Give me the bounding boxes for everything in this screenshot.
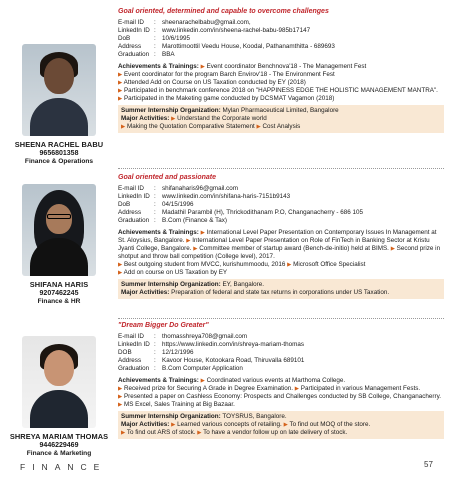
footer-section-title: FINANCE [20, 462, 107, 472]
bullet-icon: ▶ [200, 63, 205, 70]
bullet-icon: ▶ [118, 79, 123, 86]
bullet-icon: ▶ [200, 229, 205, 236]
section-divider [118, 168, 444, 169]
contact-fields: E-mail ID : shifanaharis96@gmail.com LinkedIn ID : www.linkedin.com/in/shifana-haris-7151b9143 DoB : 04/15/1996 Address : Madathil Parambil (H), Thrickodithanam P.O, Changanacherry - 686 105 Graduation : B.Com (Finance & Tax) [118, 185, 444, 225]
field-label: Graduation [118, 51, 150, 59]
student-phone: 9446229469 [39, 442, 79, 449]
email-value: shifanaharis96@gmail.com [162, 185, 239, 193]
section-divider [118, 318, 444, 319]
bullet-icon: ▶ [118, 71, 123, 78]
bullet-icon: ▶ [118, 385, 123, 392]
address-value: Kavoor House, Kotookara Road, Thiruvalla 689101 [162, 357, 305, 365]
field-label: E-mail ID [118, 185, 144, 193]
bullet-icon: ▶ [256, 124, 261, 131]
student-name: SHIFANA HARIS [29, 280, 89, 289]
profile-details [118, 322, 444, 439]
email-value: sheenarachelbabu@gmail.com, [162, 19, 251, 27]
bullet-icon: ▶ [294, 385, 300, 392]
bullet-icon: ▶ [390, 245, 395, 252]
bullet-icon: ▶ [118, 270, 123, 277]
field-label: Graduation [118, 217, 150, 225]
bullet-icon: ▶ [118, 401, 123, 408]
student-department: Finance & HR [37, 298, 81, 305]
bullet-icon: ▶ [118, 393, 123, 400]
bullet-icon: ▶ [197, 430, 202, 437]
profile-photo [22, 44, 96, 136]
field-label: Address [118, 43, 142, 51]
internship-box: Summer Internship Organization: TOYSRUS, Bangalore. Major Activities: ▶ Learned various concepts of retailing. ▶ To find out MOQ of the store. ▶ To find out ARS of stock. ▶ To have a vendor follow up on late delivery of stock. [118, 411, 444, 439]
field-label: Graduation [118, 365, 150, 373]
student-phone: 9207462245 [39, 290, 79, 297]
internship-org: TOYSRUS, Bangalore. [222, 412, 287, 420]
profile-identity [0, 184, 118, 305]
major-activity: Preparation of federal and state tax returns in corporations under US Taxation. [171, 289, 390, 297]
bullet-icon: ▶ [186, 237, 191, 244]
field-label: E-mail ID [118, 333, 144, 341]
field-label: LinkedIn ID [118, 341, 150, 349]
bullet-icon: ▶ [171, 422, 176, 429]
profile-photo [22, 336, 96, 428]
page-number: 57 [424, 460, 433, 469]
profile-details [118, 8, 444, 133]
bullet-icon: ▶ [121, 430, 126, 437]
student-name: SHREYA MARIAM THOMAS [9, 432, 109, 441]
graduation-value: BBA [162, 51, 175, 59]
dob-value: 12/12/1996 [162, 349, 194, 357]
bullet-icon: ▶ [118, 261, 123, 268]
contact-fields: E-mail ID : thomasshreya708@gmail.com LinkedIn ID : https://www.linkedin.com/in/shreya-mariam-thomas DOB : 12/12/1996 Address : Kavoor House, Kotookara Road, Thiruvalla 689101 Graduation : B.Com Computer Application [118, 333, 444, 373]
linkedin-value: https://www.linkedin.com/in/shreya-mariam-thomas [162, 341, 305, 349]
internship-box: Summer Internship Organization: Mylan Pharmaceutical Limited, Bangalore Major Activities: ▶ Understand the Corporate world ▶ Making the Quotation Comparative Statement ▶ Cost Analysis [118, 105, 444, 133]
profile-tagline: Goal oriented and passionate [118, 174, 217, 181]
dob-value: 10/6/1995 [162, 35, 191, 43]
achievements: Achievements & Trainings: ▶ Coordinated various events at Marthoma College. ▶ Received prize for Securing A Grade in Degree Examination. ▶ Participated in various Management Fests. ▶ Presented a paper on Cashless Economy: Prospects and Challenges conducted by SB College, Changanacherry. ▶ MS Excel, Sales Training at Big Bazaar. [118, 376, 441, 408]
profile-photo [22, 184, 96, 276]
email-value: thomasshreya708@gmail.com [162, 333, 248, 341]
student-department: Finance & Marketing [26, 450, 92, 457]
field-label: Address [118, 209, 142, 217]
student-phone: 9656801358 [39, 150, 79, 157]
graduation-value: B.Com (Finance & Tax) [162, 217, 227, 225]
bullet-icon: ▶ [171, 116, 176, 123]
linkedin-value: www.linkedin.com/in/sheena-rachel-babu-985b17147 [162, 27, 311, 35]
address-value: Marottimoottil Veedu House, Koodal, Pathanamthitta - 689693 [162, 43, 335, 51]
achievements: Achievements & Trainings: ▶ International Level Paper Presentation on Contemporary Issues In Management at St. Aloysius, Bangalore. ▶ International Level Paper Presentation on Role of FinTech in Banking Sector at Kristu Jyanti College, Bangalore. ▶ Committee member of startup award (Bench-de-initio) held at BIMS. ▶ Second prize in shotput and throw ball competition (College level), 2017. ▶ Best outgoing student from MVCC, kurishummoodu, 2016 ▶ Microsoft Office Specialist ▶ Add on course on US Taxation by EY [118, 228, 441, 277]
profile-identity [0, 44, 118, 165]
profile-identity [0, 336, 118, 457]
bullet-icon: ▶ [287, 261, 292, 268]
field-label: DOB [118, 349, 132, 357]
bullet-icon: ▶ [121, 124, 126, 131]
profile-tagline: "Dream Bigger Do Greater" [118, 322, 209, 329]
profile-details [118, 174, 444, 299]
field-label: E-mail ID [118, 19, 144, 27]
bullet-icon: ▶ [118, 95, 123, 102]
contact-fields: E-mail ID : sheenarachelbabu@gmail.com, LinkedIn ID : www.linkedin.com/in/sheena-rachel-babu-985b17147 DoB : 10/6/1995 Address : Marottimoottil Veedu House, Koodal, Pathanamthitta - 689693 Graduation : BBA [118, 19, 444, 59]
field-label: LinkedIn ID [118, 193, 150, 201]
field-label: DoB [118, 35, 131, 43]
internship-box: Summer Internship Organization: EY, Bangalore. Major Activities: Preparation of federal and state tax returns in corporations under US Taxation. [118, 279, 444, 299]
achievements: Achievements & Trainings: ▶ Event coordinator Benchnova'18 - The Management Fest ▶ Event coordinator for the program Barch Envirov'18 - The Environment Fest ▶ Attended Add on Course on US Taxation conducted by EY (2018) ▶ Participated in benchmark conference 2018 on "HAPPINESS EDGE THE HOLISTIC MANAGEMENT MANTRA". ▶ Participated in the Maketing game conducted by DCSMAT Vagamon (2018) [118, 62, 438, 102]
bullet-icon: ▶ [118, 87, 123, 94]
graduation-value: B.Com Computer Application [162, 365, 243, 373]
student-name: SHEENA RACHEL BABU [14, 140, 104, 149]
internship-org: EY, Bangalore. [222, 281, 265, 289]
linkedin-value: www.linkedin.com/in/shifana-haris-7151b9143 [162, 193, 291, 201]
address-value: Madathil Parambil (H), Thrickodithanam P.O, Changanacherry - 686 105 [162, 209, 364, 217]
field-label: DoB [118, 201, 131, 209]
field-label: Address [118, 357, 142, 365]
bullet-icon: ▶ [283, 422, 288, 429]
dob-value: 04/15/1996 [162, 201, 194, 209]
bullet-icon: ▶ [200, 377, 205, 384]
bullet-icon: ▶ [193, 245, 198, 252]
field-label: LinkedIn ID [118, 27, 150, 35]
profile-tagline: Goal oriented, determined and capable to overcome challenges [118, 8, 329, 15]
student-department: Finance & Operations [24, 158, 94, 165]
internship-org: Mylan Pharmaceutical Limited, Bangalore [222, 107, 339, 115]
